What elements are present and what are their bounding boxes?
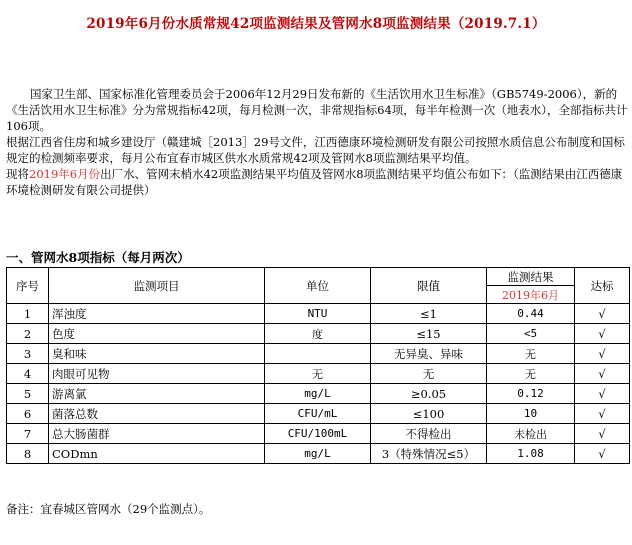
header-pass: 达标 — [575, 268, 630, 304]
header-limit: 限值 — [371, 268, 487, 304]
header-item: 监测项目 — [49, 268, 265, 304]
intro-p3-pre: 现将 — [6, 167, 29, 181]
cell-pass: √ — [575, 344, 630, 364]
cell-no: 7 — [7, 424, 49, 444]
cell-pass: √ — [575, 424, 630, 444]
cell-unit — [265, 344, 371, 364]
table-row — [7, 444, 630, 464]
cell-item: 肉眼可见物 — [49, 364, 265, 384]
cell-no: 4 — [7, 364, 49, 384]
header-no: 序号 — [7, 268, 49, 304]
cell-item: 浑浊度 — [49, 304, 265, 324]
cell-limit: 不得检出 — [371, 424, 487, 444]
cell-result: 无 — [487, 364, 575, 384]
cell-limit: ≤15 — [371, 324, 487, 344]
header-result: 监测结果 — [487, 268, 575, 286]
cell-item: CODmn — [49, 444, 265, 464]
cell-unit: mg/L — [265, 444, 371, 464]
header-month: 2019年6月 — [487, 286, 575, 304]
footnote: 备注：宜春城区管网水（29个监测点）。 — [6, 502, 211, 516]
cell-item: 色度 — [49, 324, 265, 344]
intro-text — [6, 86, 628, 198]
cell-unit: CFU/mL — [265, 404, 371, 424]
cell-limit: 无 — [371, 364, 487, 384]
cell-pass: √ — [575, 364, 630, 384]
intro-p3-month: 2019年6月份 — [29, 167, 101, 181]
table-row — [7, 344, 630, 364]
cell-unit: 度 — [265, 324, 371, 344]
cell-no: 6 — [7, 404, 49, 424]
cell-item: 总大肠菌群 — [49, 424, 265, 444]
cell-limit: ≥0.05 — [371, 384, 487, 404]
section-title: 一、管网水8项指标（每月两次） — [6, 250, 190, 265]
table-body — [7, 304, 630, 464]
cell-limit: ≤1 — [371, 304, 487, 324]
table-row — [7, 304, 630, 324]
cell-unit: NTU — [265, 304, 371, 324]
cell-result: 0.12 — [487, 384, 575, 404]
cell-no: 3 — [7, 344, 49, 364]
cell-no: 1 — [7, 304, 49, 324]
cell-limit: 3（特殊情况≤5） — [371, 444, 487, 464]
intro-paragraph-3 — [6, 166, 628, 198]
cell-pass: √ — [575, 404, 630, 424]
cell-no: 2 — [7, 324, 49, 344]
cell-limit: ≤100 — [371, 404, 487, 424]
cell-pass: √ — [575, 304, 630, 324]
table-row — [7, 384, 630, 404]
cell-item: 臭和味 — [49, 344, 265, 364]
monitoring-table — [6, 267, 630, 464]
cell-no: 8 — [7, 444, 49, 464]
header-unit: 单位 — [265, 268, 371, 304]
cell-unit: CFU/100mL — [265, 424, 371, 444]
cell-result: 未检出 — [487, 424, 575, 444]
intro-paragraph-1: 国家卫生部、国家标准化管理委员会于2006年12月29日发布新的《生活饮用水卫生标准》（GB5749-2006），新的《生活饮用水卫生标准》分为常规指标42项，每月检测一次，非常规指标64项，每半年检测一次（地表水），全部指标共计106项。 — [6, 87, 628, 133]
cell-item: 菌落总数 — [49, 404, 265, 424]
cell-pass: √ — [575, 324, 630, 344]
cell-unit: 无 — [265, 364, 371, 384]
cell-no: 5 — [7, 384, 49, 404]
cell-result: 无 — [487, 344, 575, 364]
cell-result: 1.08 — [487, 444, 575, 464]
cell-unit: mg/L — [265, 384, 371, 404]
cell-result: <5 — [487, 324, 575, 344]
table-row — [7, 404, 630, 424]
table-row — [7, 424, 630, 444]
cell-item: 游离氯 — [49, 384, 265, 404]
table-row — [7, 364, 630, 384]
intro-p3-post: 出厂水、管网末梢水42项监测结果平均值及管网水8项监测结果平均值公布如下：（监测结果由江西德康环境检测研发有限公司提供） — [6, 167, 623, 197]
cell-result: 0.44 — [487, 304, 575, 324]
cell-result: 10 — [487, 404, 575, 424]
cell-pass: √ — [575, 384, 630, 404]
cell-limit: 无异臭、异味 — [371, 344, 487, 364]
page-title: 2019年6月份水质常规42项监测结果及管网水8项监测结果（2019.7.1） — [86, 16, 546, 32]
table-row — [7, 324, 630, 344]
intro-paragraph-2: 根据江西省住房和城乡建设厅（赣建城［2013］29号文件，江西德康环境检测研发有限公司按照水质信息公布制度和国标规定的检测频率要求，每月公布宜春市城区供水水质常规42项及管网水8项监测结果平均值。 — [6, 135, 625, 165]
cell-pass: √ — [575, 444, 630, 464]
